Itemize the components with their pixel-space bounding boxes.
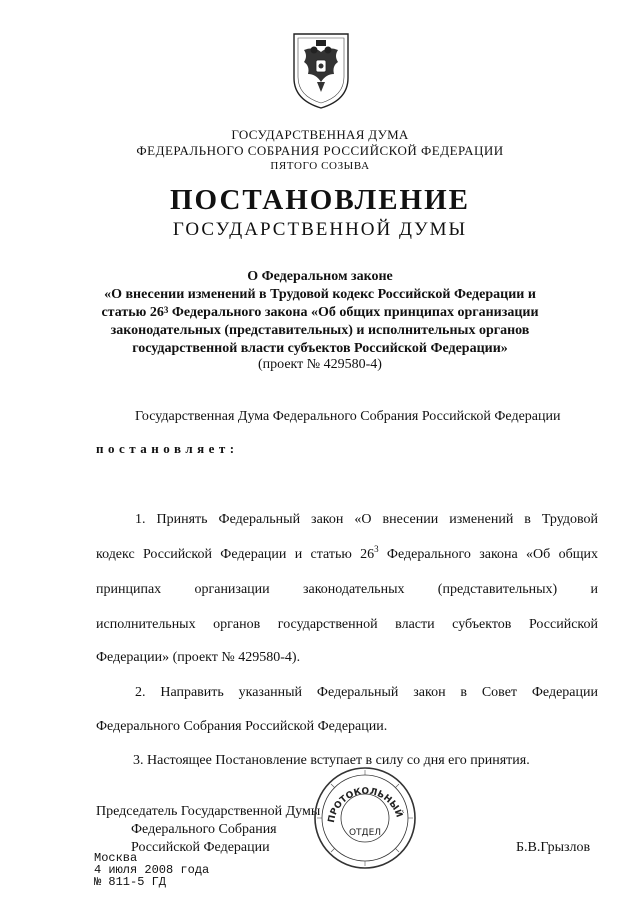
signature-title-line-3: Российской Федерации xyxy=(131,840,270,855)
resolves-text: постановляет: xyxy=(96,441,239,456)
subject-line-2: «О внесении изменений в Трудовой кодекс Российской Федерации и xyxy=(104,287,536,302)
stamp-center-text: ОТДЕЛ xyxy=(348,828,382,838)
stamp-arc-text: ПРОТОКОЛЬНЫЙ xyxy=(326,786,404,824)
subject-line-1: О Федеральном законе xyxy=(247,269,393,284)
footer-city: Москва xyxy=(94,851,138,865)
document-title: ПОСТАНОВЛЕНИЕ xyxy=(169,184,470,216)
paragraph-2-line-1: 2. Направить указанный Федеральный закон в Совет Федерации xyxy=(135,685,598,700)
paragraph-1-line-2: кодекс Российской Федерации и статью $26^3$ Федерального закона «Об общих xyxy=(96,544,598,562)
project-number: (проект № 429580-4) xyxy=(258,357,382,372)
signature-title-line-2: Федерального Собрания xyxy=(131,822,277,837)
document-subtitle: ГОСУДАРСТВЕННОЙ ДУМЫ xyxy=(172,219,468,240)
paragraph-1-line-1: 1. Принять Федеральный закон «О внесении изменений в Трудовой xyxy=(135,512,598,527)
header-convocation: ПЯТОГО СОЗЫВА xyxy=(270,160,370,172)
paragraph-1-line-4: исполнительных органов государственной власти субъектов Российской xyxy=(96,617,598,632)
header-duma: ГОСУДАРСТВЕННАЯ ДУМА xyxy=(231,127,409,142)
subject-line-5: государственной власти субъектов Российской Федерации» xyxy=(132,341,508,356)
coat-of-arms-icon xyxy=(290,30,352,112)
header-federal-assembly: ФЕДЕРАЛЬНОГО СОБРАНИЯ РОССИЙСКОЙ ФЕДЕРАЦИИ xyxy=(136,143,504,158)
intro-text: Государственная Дума Федерального Собрания Российской Федерации xyxy=(135,409,561,424)
paragraph-3: 3. Настоящее Постановление вступает в силу со дня его принятия. xyxy=(133,753,530,768)
footer-number: № 811-5 ГД xyxy=(94,875,167,889)
paragraph-1-line-3: принципах организации законодательных (представительных) и xyxy=(96,582,598,597)
signature-title-line-1: Председатель Государственной Думы xyxy=(96,804,321,819)
paragraph-1-line-5: Федерации» (проект № 429580-4). xyxy=(96,650,301,665)
subject-line-4: законодательных (представительных) и исполнительных органов xyxy=(110,323,530,338)
official-stamp xyxy=(312,765,418,871)
subject-line-3: статью $26^3$ Федерального закона «Об общих принципах организации xyxy=(101,305,539,320)
paragraph-2-line-2: Федерального Собрания Российской Федерации. xyxy=(96,719,388,734)
signatory-name: Б.В.Грызлов xyxy=(516,840,591,855)
footer-date: 4 июля 2008 года xyxy=(94,863,210,877)
